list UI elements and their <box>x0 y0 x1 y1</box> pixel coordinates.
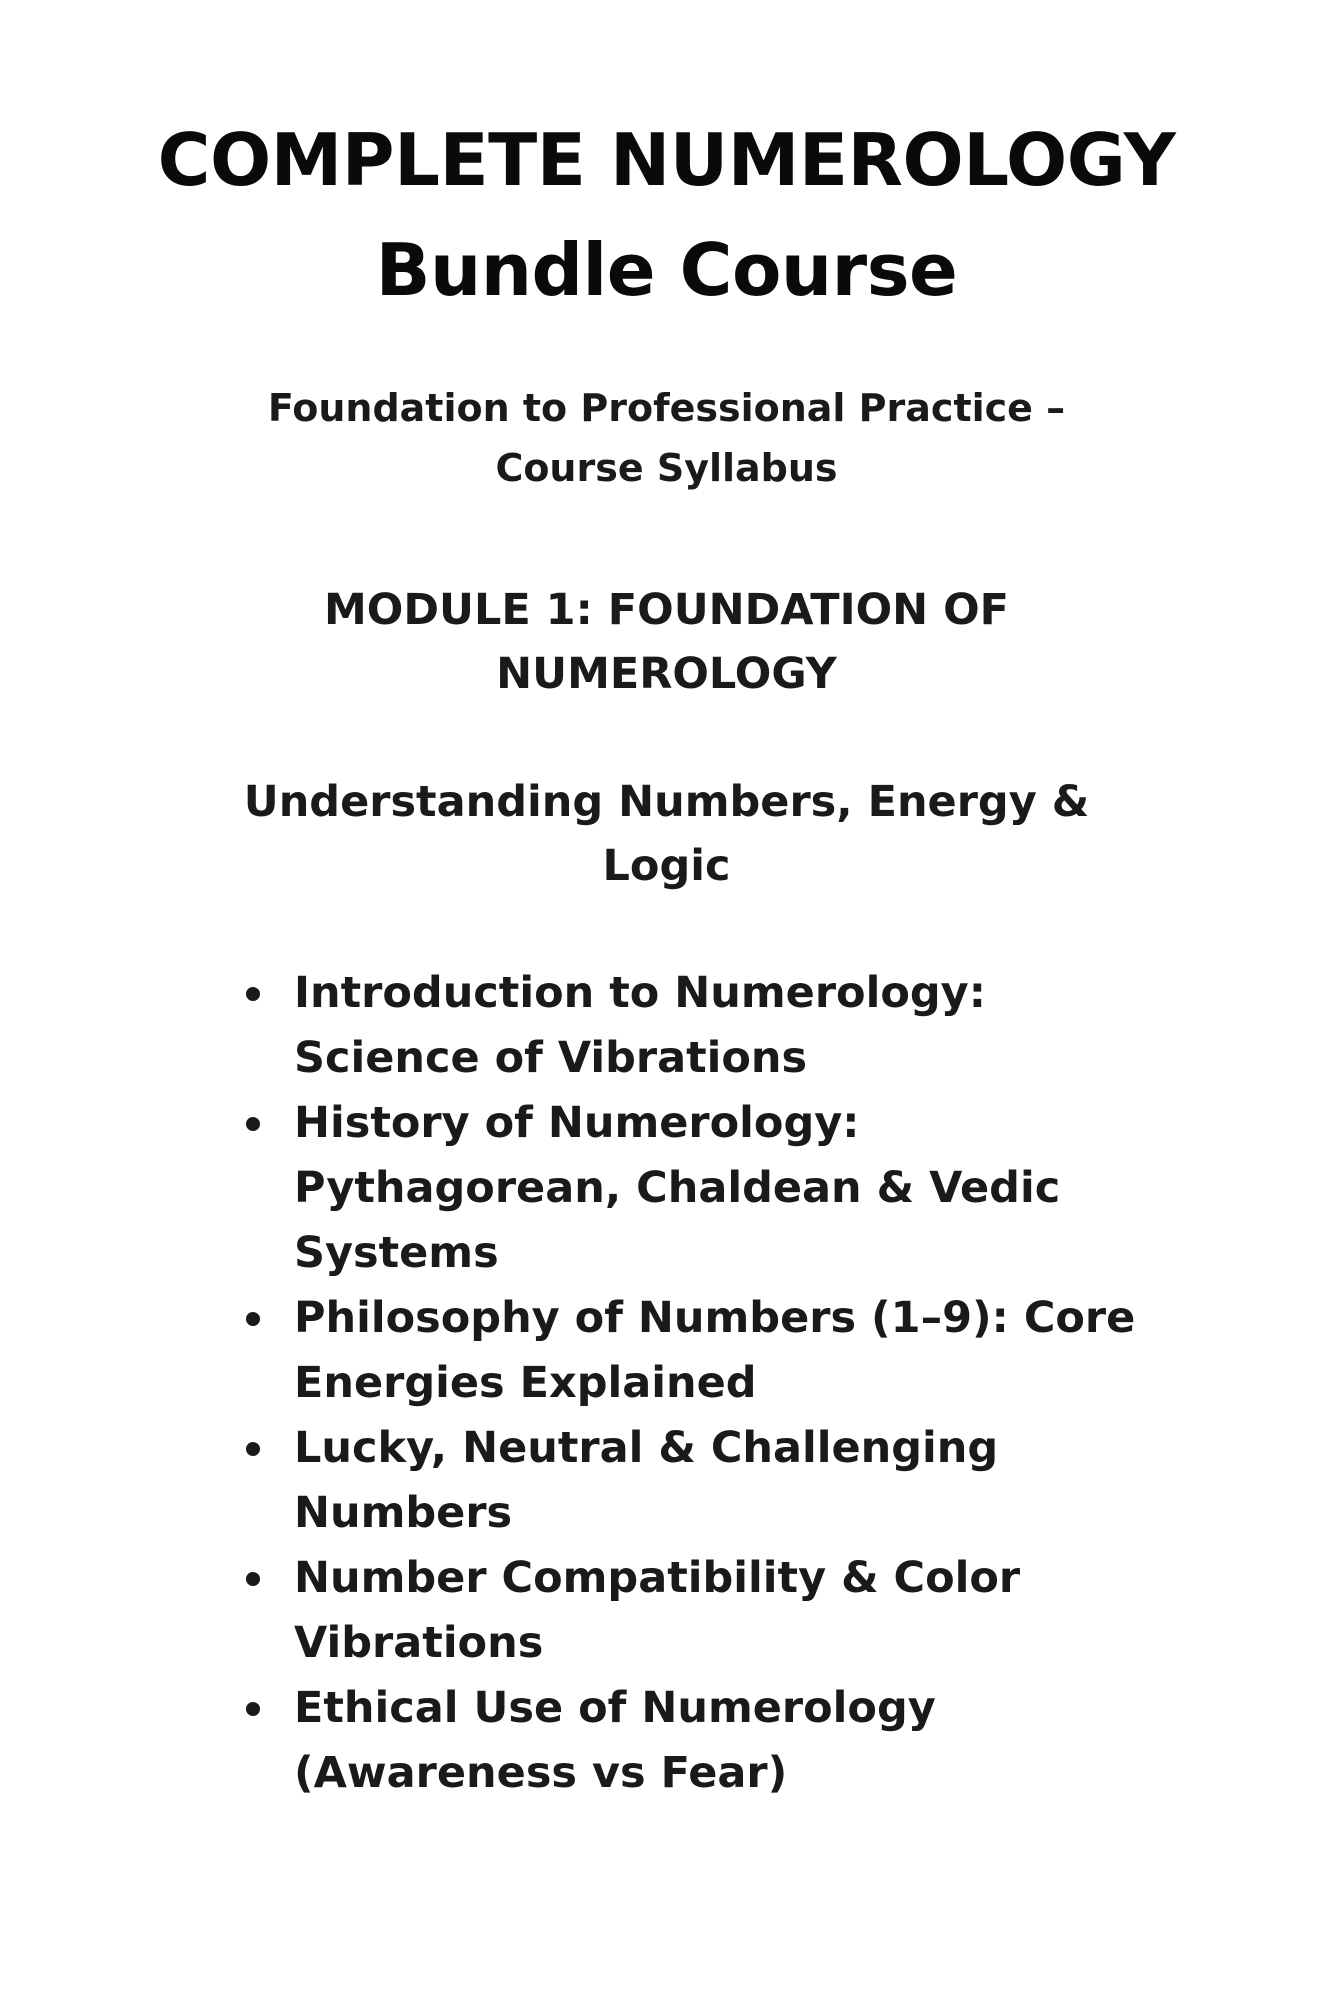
topic-line: Science of Vibrations <box>294 1033 808 1083</box>
topic-line: Energies Explained <box>294 1358 757 1408</box>
course-subtitle-line-1: Foundation to Professional Practice – <box>267 386 1066 430</box>
bullet-icon <box>246 1702 260 1716</box>
module-heading <box>260 578 1073 706</box>
course-title-line-2: Bundle Course <box>375 228 958 312</box>
topic-line: Pythagorean, Chaldean & Vedic <box>294 1163 1061 1213</box>
course-title <box>0 105 1333 325</box>
bullet-icon <box>246 1572 260 1586</box>
bullet-icon <box>246 1312 260 1326</box>
module-subheading <box>240 770 1093 898</box>
topic-line: (Awareness vs Fear) <box>294 1748 788 1798</box>
course-title-line-1: COMPLETE NUMEROLOGY <box>157 118 1176 202</box>
topic-item <box>238 1546 1138 1676</box>
module-subheading-line-1: Understanding Numbers, Energy & <box>243 777 1090 827</box>
topic-line: History of Numerology: <box>294 1098 860 1148</box>
course-subtitle-line-2: Course Syllabus <box>495 446 838 490</box>
module-heading-line-1: MODULE 1: FOUNDATION OF <box>323 585 1010 635</box>
topic-line: Vibrations <box>294 1618 544 1668</box>
module-heading-line-2: NUMEROLOGY <box>496 649 837 699</box>
topic-line: Lucky, Neutral & Challenging <box>294 1423 999 1473</box>
bullet-icon <box>246 1117 260 1131</box>
topic-line: Number Compatibility & Color <box>294 1553 1021 1603</box>
topic-line: Ethical Use of Numerology <box>294 1683 936 1733</box>
topic-item <box>238 1676 1138 1806</box>
bullet-icon <box>246 1442 260 1456</box>
topic-list <box>238 961 1138 1806</box>
bullet-icon <box>246 987 260 1001</box>
topic-item <box>238 1286 1138 1416</box>
topic-item <box>238 1091 1138 1286</box>
course-subtitle <box>240 378 1093 498</box>
topic-item <box>238 961 1138 1091</box>
module-subheading-line-2: Logic <box>602 841 731 891</box>
topic-line: Philosophy of Numbers (1–9): Core <box>294 1293 1136 1343</box>
topic-line: Introduction to Numerology: <box>294 968 986 1018</box>
topic-line: Numbers <box>294 1488 513 1538</box>
topic-line: Systems <box>294 1228 499 1278</box>
topic-item <box>238 1416 1138 1546</box>
